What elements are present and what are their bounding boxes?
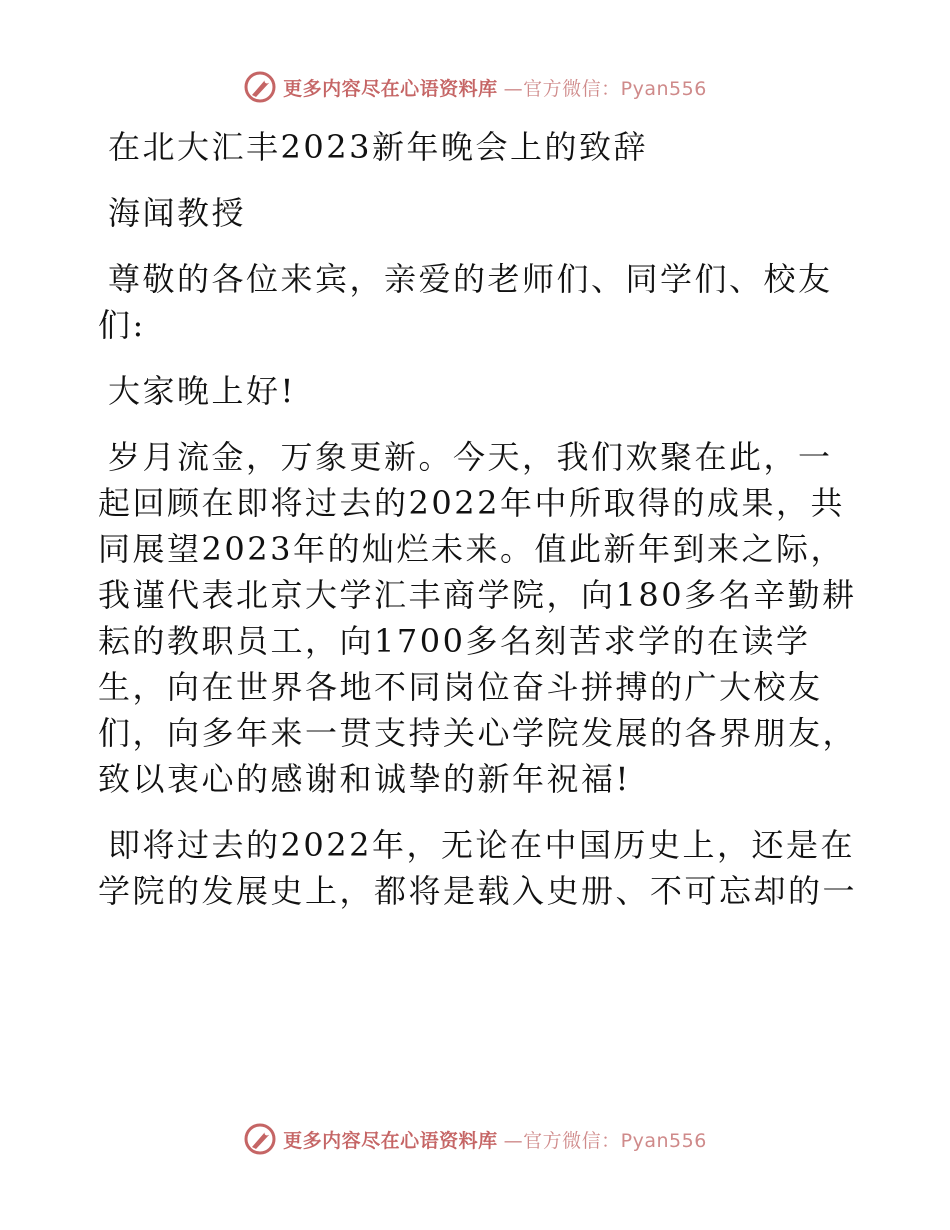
- footer-watermark: [0, 1122, 950, 1156]
- watermark-brand-text: 更多内容尽在心语资料库: [283, 1129, 498, 1152]
- pen-seal-icon: [243, 1122, 277, 1156]
- paragraph-greeting: [98, 256, 858, 348]
- watermark-contact-text: —官方微信：Pyan556: [503, 1129, 707, 1152]
- paragraph-line: 起回顾在即将过去的2022年中所取得的成果，共: [98, 484, 845, 522]
- document-title: 在北大汇丰2023新年晚会上的致辞: [108, 128, 648, 166]
- watermark-brand-text: 更多内容尽在心语资料库: [283, 77, 498, 100]
- paragraph-line: 们，向多年来一贯支持关心学院发展的各界朋友，: [98, 714, 858, 752]
- paragraph-2022-review: [98, 822, 858, 914]
- paragraph-line: 岁月流金，万象更新。今天，我们欢聚在此，一: [108, 438, 833, 476]
- document-body: [98, 124, 858, 934]
- paragraph-line: 耘的教职员工，向1700多名刻苦求学的在读学: [98, 622, 811, 660]
- paragraph-line: 大家晚上好!: [108, 372, 296, 410]
- pen-seal-icon: [243, 70, 277, 104]
- paragraph-new-year: [98, 434, 858, 802]
- document-author: 海闻教授: [108, 194, 247, 232]
- paragraph-line: 尊敬的各位来宾，亲爱的老师们、同学们、校友: [108, 260, 833, 298]
- paragraph-line: 致以衷心的感谢和诚挚的新年祝福!: [98, 760, 631, 798]
- paragraph-line: 同展望2023年的灿烂未来。值此新年到来之际，: [98, 530, 845, 568]
- paragraph-salutation: [98, 368, 858, 414]
- paragraph-line: 即将过去的2022年，无论在中国历史上，还是在: [108, 826, 855, 864]
- paragraph-line: 学院的发展史上，都将是载入史册、不可忘却的一: [98, 872, 858, 910]
- paragraph-line: 们:: [98, 306, 146, 344]
- header-watermark: [0, 70, 950, 104]
- paragraph-line: 生，向在世界各地不同岗位奋斗拼搏的广大校友: [98, 668, 823, 706]
- watermark-contact-text: —官方微信：Pyan556: [503, 77, 707, 100]
- paragraph-line: 我谨代表北京大学汇丰商学院，向180多名辛勤耕: [98, 576, 857, 614]
